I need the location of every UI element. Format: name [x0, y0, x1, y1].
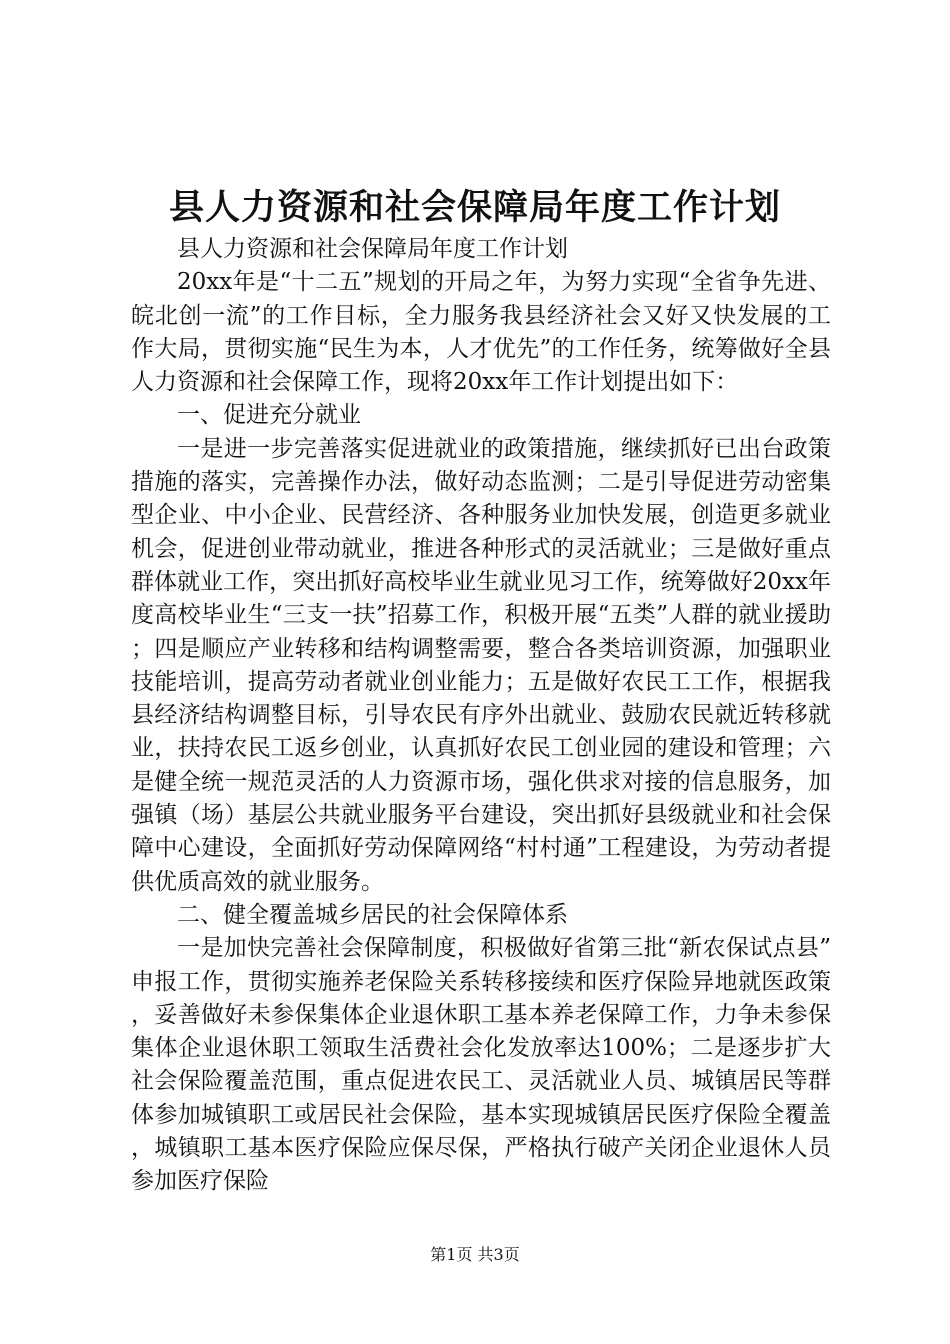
- social-security-paragraph: 一是加快完善社会保障制度，积极做好省第三批“新农保试点县”申报工作，贯彻实施养老保险关系转移接续和医疗保险异地就医政策，妥善做好未参保集体企业退休职工基本养老保障工作，力争未参保集体企业退休职工领取生活费社会化发放率达100%；二是逐步扩大社会保险覆盖范围，重点促进农民工、灵活就业人员、城镇居民等群体参加城镇职工或居民社会保险，基本实现城镇居民医疗保险全覆盖，城镇职工基本医疗保险应保尽保，严格执行破产关闭企业退休人员参加医疗保险: [131, 935, 831, 1195]
- section-heading-employment: 一、促进充分就业: [177, 402, 361, 429]
- page-number-footer: 第1页 共3页: [430, 1245, 520, 1264]
- intro-paragraph: 20xx年是“十二五”规划的开局之年，为努力实现“全省争先进、皖北创一流”的工作目标，全力服务我县经济社会又好又快发展的工作大局，贯彻实施“民生为本，人才优先”的工作任务，统筹做好全县人力资源和社会保障工作，现将20xx年工作计划提出如下：: [131, 269, 831, 396]
- subtitle-paragraph: 县人力资源和社会保障局年度工作计划: [177, 236, 568, 262]
- employment-paragraph: 一是进一步完善落实促进就业的政策措施，继续抓好已出台政策措施的落实，完善操作办法，做好动态监测；二是引导促进劳动密集型企业、中小企业、民营经济、各种服务业加快发展，创造更多就业机会，促进创业带动就业，推进各种形式的灵活就业；三是做好重点群体就业工作，突出抓好高校毕业生就业见习工作，统筹做好20xx年度高校毕业生“三支一扶”招募工作，积极开展“五类”人群的就业援助；四是顺应产业转移和结构调整需要，整合各类培训资源，加强职业技能培训，提高劳动者就业创业能力；五是做好农民工工作，根据我县经济结构调整目标，引导农民有序外出就业、鼓励农民就近转移就业，扶持农民工返乡创业，认真抓好农民工创业园的建设和管理；六是健全统一规范灵活的人力资源市场，强化供求对接的信息服务，加强镇（场）基层公共就业服务平台建设，突出抓好县级就业和社会保障中心建设，全面抓好劳动保障网络“村村通”工程建设，为劳动者提供优质高效的就业服务。: [131, 435, 831, 895]
- document-title: 县人力资源和社会保障局年度工作计划: [168, 187, 781, 228]
- section-heading-social-security: 二、健全覆盖城乡居民的社会保障体系: [177, 901, 568, 928]
- document-body: [131, 233, 831, 1199]
